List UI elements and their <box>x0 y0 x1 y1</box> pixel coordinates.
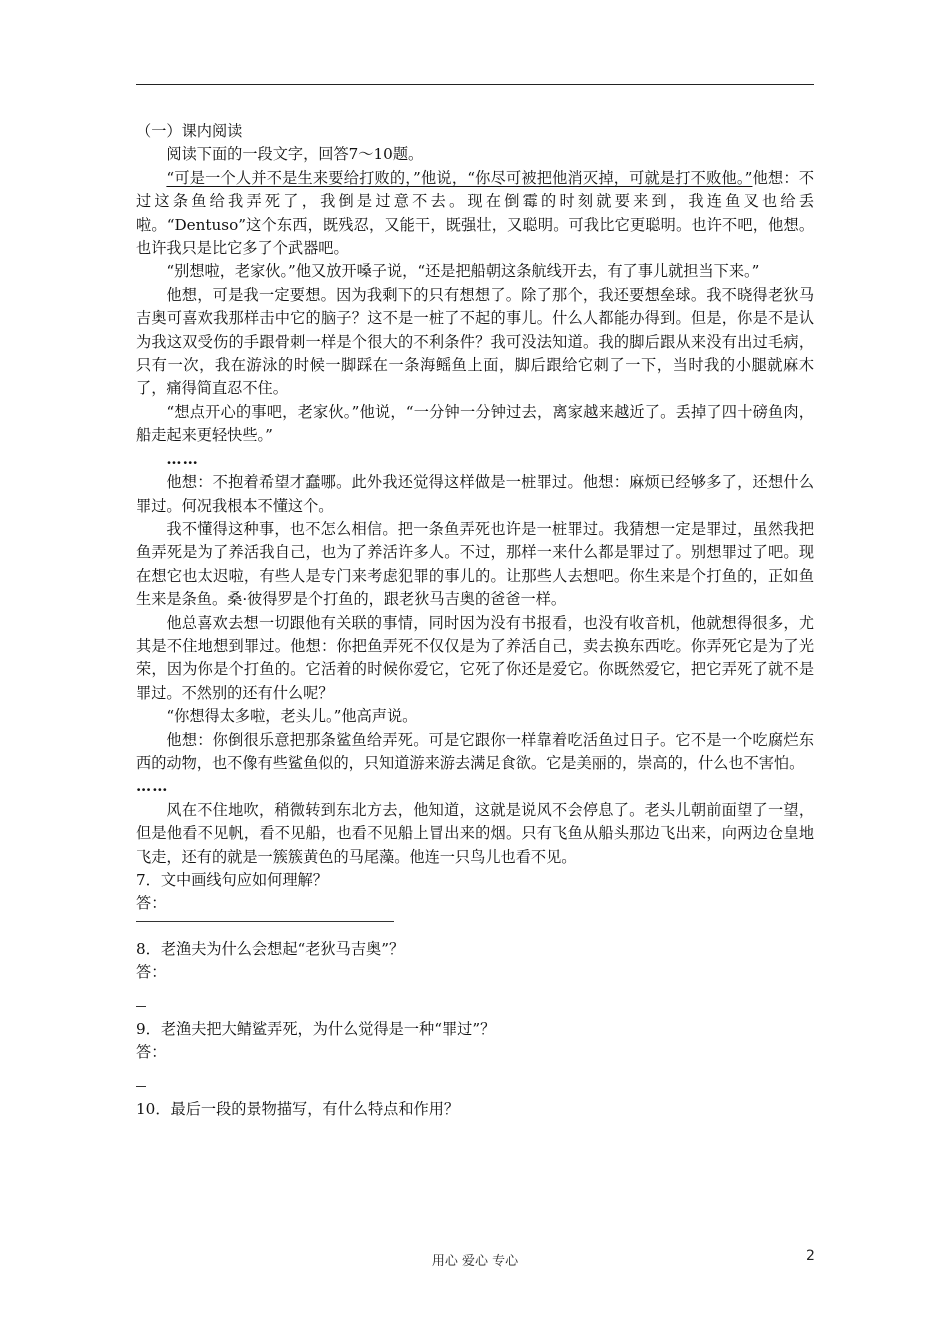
paragraph-6: 我不懂得这种事，也不怎么相信。把一条鱼弄死也许是一桩罪过。我猜想一定是罪过，虽然我把鱼弄死是为了养活我自己，也为了养活许多人。不过，那样一来什么都是罪过了。别想罪过了吧。现在想它也太迟啦，有些人是专门来考虑犯罪的事儿的。让那些人去想吧。你生来是个打鱼的，正如鱼生来是条鱼。桑·彼得罗是个打鱼的，跟老狄马吉奥的爸爸一样。 <box>136 519 814 609</box>
question-8: 8．老渔夫为什么会想起“老狄马吉奥”？ <box>136 939 405 958</box>
paragraph-7: 他总喜欢去想一切跟他有关联的事情，同时因为没有书报看，也没有收音机，他就想得很多，尤其是不住地想到罪过。他想：你把鱼弄死不仅仅是为了养活自己，卖去换东西吃。你弄死它是为了光荣，因为你是个打鱼的。它活着的时候你爱它，它死了你还是爱它。你既然爱它，把它弄死了就不是罪过。不然别的还有什么呢？ <box>136 613 814 702</box>
answer-label-9: 答： <box>136 1043 167 1062</box>
question-9: 9．老渔夫把大鲭鲨弄死，为什么觉得是一种“罪过”？ <box>136 1020 496 1039</box>
ellipsis-2: …… <box>136 777 169 796</box>
answer-label-8: 答： <box>136 963 167 982</box>
answer-blank-9[interactable] <box>136 1075 814 1098</box>
ellipsis-1: …… <box>166 449 199 468</box>
instruction: 阅读下面的一段文字，回答7～10题。 <box>166 145 424 164</box>
paragraph-1 <box>136 167 814 261</box>
paragraph-8: “你想得太多啦，老头儿。”他高声说。 <box>166 707 418 726</box>
question-10: 10．最后一段的景物描写，有什么特点和作用？ <box>136 1100 460 1119</box>
paragraph-2: “别想啦，老家伙。”他又放开嗓子说，“还是把船朝这条航线开去，有了事儿就担当下来。” <box>166 262 760 281</box>
header-rule <box>136 84 814 85</box>
answer-blank-8[interactable] <box>136 995 814 1018</box>
question-7: 7．文中画线句应如何理解？ <box>136 871 328 889</box>
page-number: 2 <box>806 1248 815 1264</box>
document-body <box>136 120 814 1122</box>
paragraph-4: “想点开心的事吧，老家伙。”他说，“一分钟一分钟过去，离家越来越近了。丢掉了四十磅鱼肉，船走起来更轻快些。” <box>136 402 814 445</box>
paragraph-5: 他想：不抱着希望才蠢哪。此外我还觉得这样做是一桩罪过。他想：麻烦已经够多了，还想什么罪过。何况我根本不懂这个。 <box>136 473 814 515</box>
page-footer: 用心 爱心 专心 <box>431 1254 519 1269</box>
answer-label-7: 答： <box>136 894 167 913</box>
paragraph-1-rest: 他想：不过这条鱼给我弄死了，我倒是过意不去。现在倒霉的时刻就要来到，我连鱼叉也给丢啦。“Dentuso”这个东西，既残忍，又能干，既强壮，又聪明。可我比它更聪明。也许不吧，他想。也许我只是比它多了个武器吧。 <box>136 168 815 258</box>
paragraph-9: 他想：你倒很乐意把那条鲨鱼给弄死。可是它跟你一样靠着吃活鱼过日子。它不是一个吃腐烂东西的动物，也不像有些鲨鱼似的，只知道游来游去满足食欲。它是美丽的，崇高的，什么也不害怕。 <box>136 730 814 772</box>
underlined-sentence: “可是一个人并不是生来要给打败的，”他说，“你尽可被把他消灭掉，可就是打不败他。” <box>166 168 753 187</box>
paragraph-10: 风在不住地吹，稍微转到东北方去，他知道，这就是说风不会停息了。老头儿朝前面望了一望，但是他看不见帆，看不见船，也看不见船上冒出来的烟。只有飞鱼从船头那边飞出来，向两边仓皇地飞走，还有的就是一簇簇黄色的马尾藻。他连一只鸟儿也看不见。 <box>136 800 814 866</box>
section-title: （一）课内阅读 <box>136 122 243 140</box>
paragraph-3: 他想，可是我一定要想。因为我剩下的只有想想了。除了那个，我还要想垒球。我不晓得老狄马吉奥可喜欢我那样击中它的脑子？这不是一桩了不起的事儿。什么人都能办得到。但是，你是不是认为我这双受伤的手跟骨刺一样是个很大的不利条件？我可没法知道。我的脚后跟从来没有出过毛病，只有一次，我在游泳的时候一脚踩在一条海鳐鱼上面，脚后跟给它刺了一下，当时我的小腿就麻木了，痛得简直忍不住。 <box>136 285 814 398</box>
